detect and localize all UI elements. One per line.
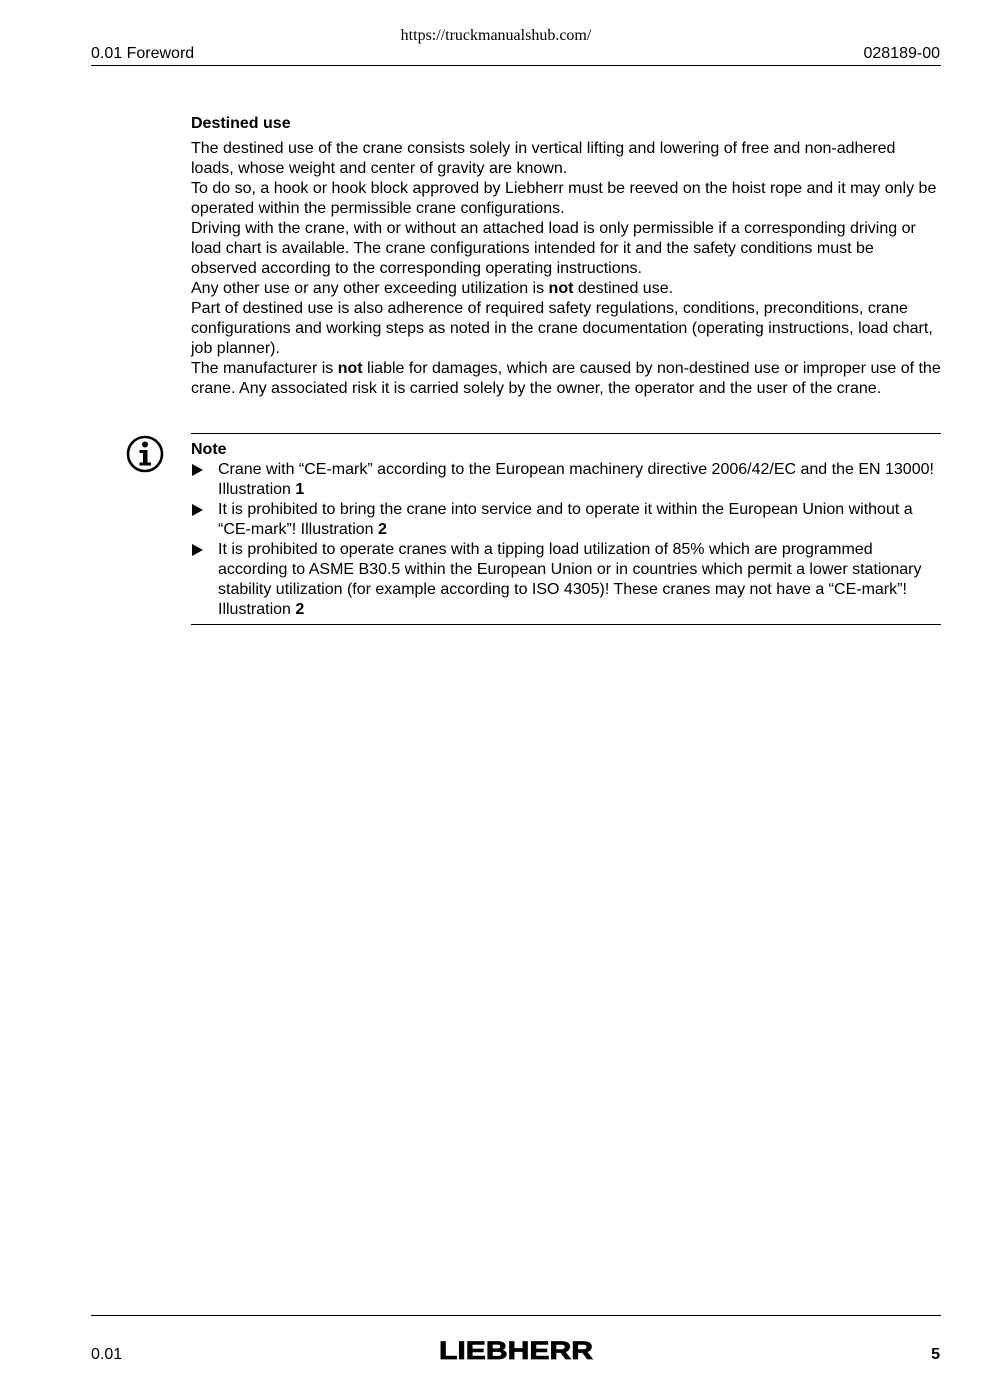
bold-text: 2 [378, 521, 387, 538]
bold-text: 2 [295, 601, 305, 618]
paragraph [191, 279, 941, 299]
header-doc-number: 028189-00 [863, 45, 940, 62]
footer-divider [91, 1315, 941, 1316]
text-run: The destined use of the crane consists solely in vertical lifting and lowering of free and non-adhered loads, whose weight and center of gravity are known. [191, 140, 896, 177]
footer-section: 0.01 [91, 1346, 123, 1363]
note-list [191, 460, 941, 620]
note-box [191, 433, 941, 625]
source-url[interactable]: https://truckmanualshub.com/ [400, 27, 592, 44]
text-run: To do so, a hook or hook block approved by Liebherr must be reeved on the hoist rope and it may only be operated within the permissible crane configurations. [191, 180, 937, 217]
note-item [191, 460, 941, 500]
note-title: Note [191, 441, 227, 458]
text-run: It is prohibited to operate cranes with a tipping load utilization of 85% which are programmed according to ASME B30.5 within the European Union or in countries which permit a lower stationary stability utilization (for example according to ISO 4305)! These cranes may not have a “CE-mark”! Illustration [218, 541, 922, 618]
bold-text: 1 [295, 481, 305, 498]
paragraph [191, 139, 941, 179]
bold-text: not [548, 280, 574, 297]
paragraph [191, 219, 941, 279]
bullet-triangle-icon [192, 464, 203, 476]
paragraph [191, 179, 941, 219]
header-divider [91, 65, 941, 66]
destined-use-section [191, 114, 941, 399]
text-run: Crane with “CE-mark” according to the European machinery directive 2006/42/EC and the EN 13000! Illustration [218, 461, 934, 498]
bullet-triangle-icon [192, 504, 203, 516]
paragraph [191, 359, 941, 399]
text-run: destined use. [573, 280, 674, 297]
paragraph [191, 299, 941, 359]
page-number: 5 [931, 1346, 940, 1363]
section-title: Destined use [191, 115, 291, 132]
bold-text: not [337, 360, 363, 377]
text-run: Part of destined use is also adherence of required safety regulations, conditions, preconditions, crane configurations and working steps as noted in the crane documentation (operating instructions, load chart, job planner). [191, 300, 933, 357]
text-run: It is prohibited to bring the crane into service and to operate it within the European Union without a “CE-mark”! Illustration [218, 501, 913, 538]
text-run: Driving with the crane, with or without an attached load is only permissible if a corresponding driving or load chart is available. The crane configurations intended for it and the safety conditions must be observed according to the corresponding operating instructions. [191, 220, 916, 277]
svg-text:LIEBHERR: LIEBHERR [439, 1338, 593, 1362]
note-item [191, 500, 941, 540]
section-body [191, 139, 941, 399]
note-item [191, 540, 941, 620]
text-run: liable for damages, which are caused by non-destined use or improper use of the crane. Any associated risk it is carried solely by the owner, the operator and the user of the crane. [191, 360, 941, 397]
header-section: 0.01 Foreword [91, 45, 195, 62]
bullet-triangle-icon [192, 544, 203, 556]
info-icon [126, 435, 164, 473]
liebherr-logo [438, 1338, 594, 1362]
text-run: Any other use or any other exceeding utilization is [191, 280, 549, 297]
text-run: The manufacturer is [191, 360, 338, 377]
